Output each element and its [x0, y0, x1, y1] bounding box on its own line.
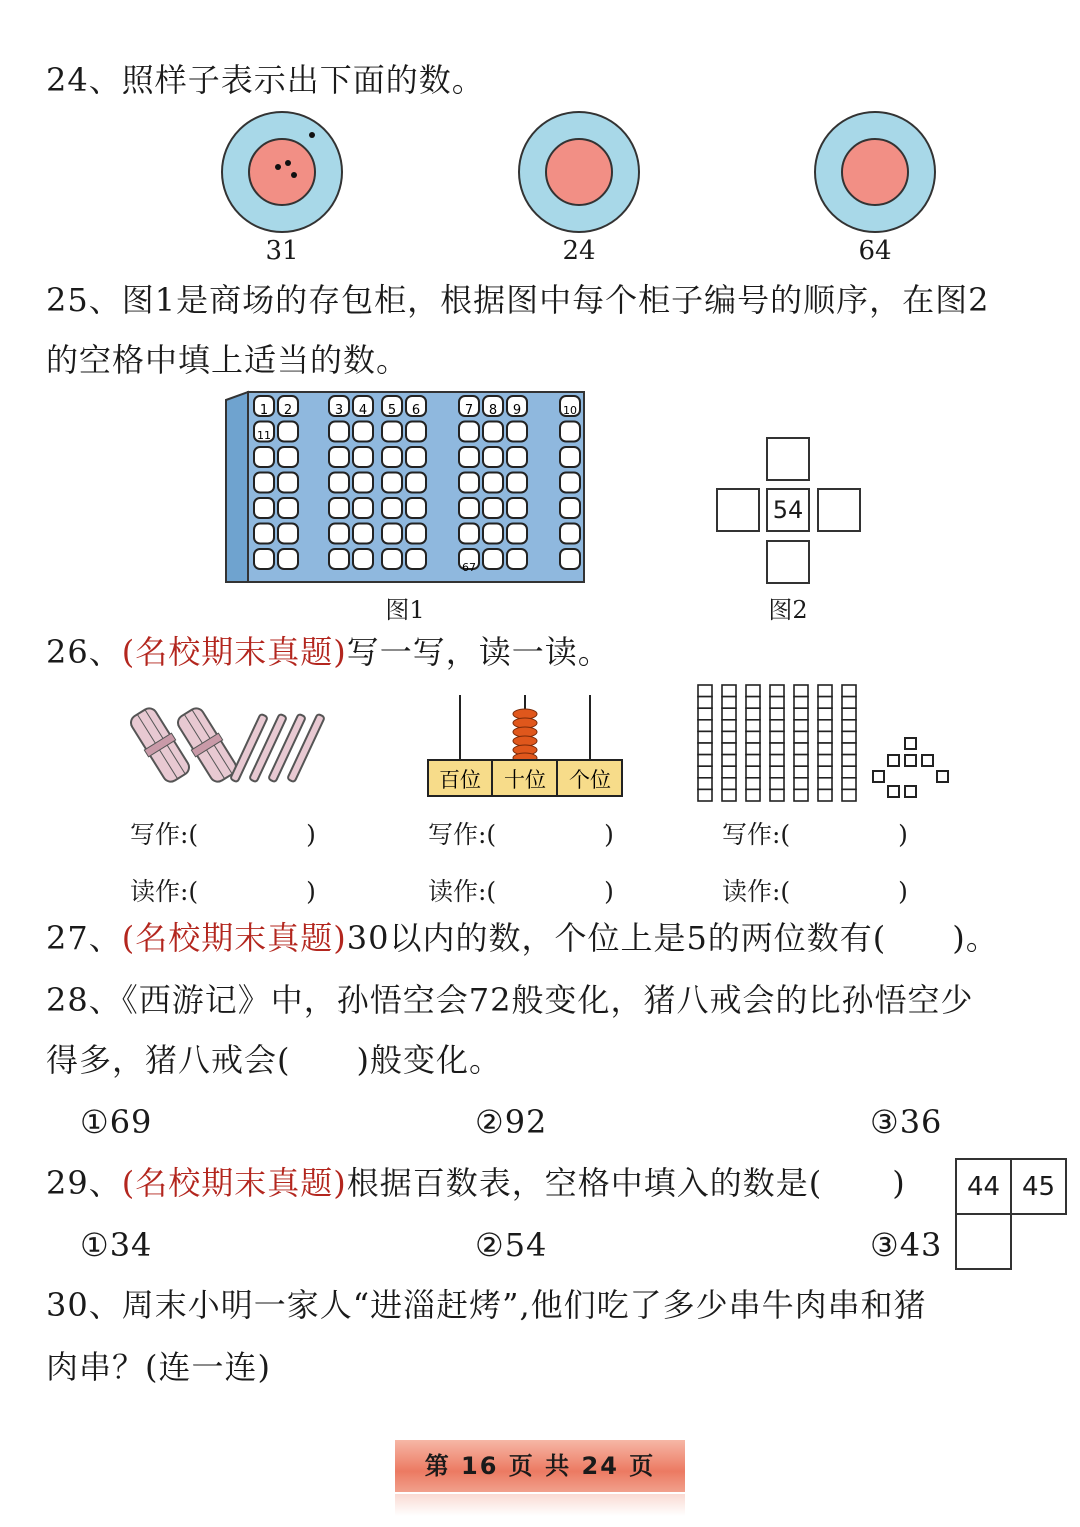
q28-line2: 得多，猪八戒会( )般变化。	[46, 1041, 502, 1079]
locker-cell	[459, 473, 479, 493]
read-close: )	[306, 877, 316, 906]
locker-cell	[353, 549, 373, 569]
locker-cell	[560, 473, 580, 493]
rod-unit	[722, 755, 736, 767]
locker-num-10: 10	[563, 404, 577, 417]
read-label: 读作:(	[428, 877, 497, 906]
rod-unit	[818, 766, 832, 778]
rod-unit	[770, 766, 784, 778]
locker-cell	[560, 422, 580, 442]
q30-line1: 30、周末小明一家人“进淄赶烤”,他们吃了多少串牛肉串和猪	[46, 1286, 927, 1324]
locker-cell	[459, 447, 479, 467]
single-sticks	[230, 714, 325, 783]
fig2-top-box[interactable]	[766, 437, 810, 481]
read-close: )	[898, 877, 908, 906]
stick-bundles-figure	[125, 700, 335, 790]
rod-unit	[770, 778, 784, 790]
q25-line2: 的空格中填上适当的数。	[46, 341, 410, 379]
rod-unit	[746, 685, 760, 697]
rod-unit	[698, 697, 712, 709]
locker-num-8: 8	[488, 403, 498, 418]
rod-unit	[794, 720, 808, 732]
locker-cell	[483, 447, 503, 467]
rod-unit	[794, 685, 808, 697]
q27-text	[46, 918, 999, 958]
q29-close: )	[892, 1164, 906, 1202]
locker-cell	[353, 447, 373, 467]
rod-unit	[770, 743, 784, 755]
rod-unit	[746, 720, 760, 732]
locker-cell	[507, 473, 527, 493]
rod-unit	[842, 743, 856, 755]
rod-unit	[794, 789, 808, 801]
rod-unit	[770, 731, 784, 743]
rod-unit	[818, 685, 832, 697]
q29-option-1[interactable]: ①34	[80, 1226, 153, 1264]
rod-unit	[698, 789, 712, 801]
locker-cell	[483, 422, 503, 442]
locker-cell	[560, 498, 580, 518]
locker-cell	[382, 422, 402, 442]
rod-unit	[698, 766, 712, 778]
hundred-chart-cell-45: 45	[1010, 1158, 1067, 1215]
locker-num-11: 11	[257, 429, 271, 442]
ten-rods	[698, 685, 856, 801]
write-close: )	[898, 820, 908, 849]
locker-cell	[329, 498, 349, 518]
rod-unit	[842, 720, 856, 732]
locker-cell	[353, 524, 373, 544]
read-row-3	[722, 872, 908, 908]
locker-cell	[406, 549, 426, 569]
rod-unit	[794, 778, 808, 790]
q27-num: 27、	[46, 919, 122, 957]
locker-cell	[278, 473, 298, 493]
abacus-label-hundreds: 百位	[439, 768, 481, 792]
target-31	[222, 112, 342, 232]
fig2-right-box[interactable]	[817, 488, 861, 532]
rod-unit	[842, 789, 856, 801]
page-number-banner: 第 16 页 共 24 页	[395, 1440, 685, 1492]
hundred-chart-cell-44: 44	[955, 1158, 1012, 1215]
rod-unit	[722, 708, 736, 720]
locker-cell	[560, 549, 580, 569]
q26-text	[46, 632, 611, 672]
locker-cell	[459, 422, 479, 442]
locker-cell	[254, 473, 274, 493]
fig2-bottom-box[interactable]	[766, 540, 810, 584]
rod-unit	[722, 720, 736, 732]
locker-cell	[254, 524, 274, 544]
rod-unit	[770, 685, 784, 697]
fig1-caption: 图1	[385, 596, 425, 624]
rod-unit	[770, 755, 784, 767]
rod-unit	[698, 720, 712, 732]
hundred-chart-blank-cell[interactable]	[955, 1213, 1012, 1270]
rod-unit	[698, 755, 712, 767]
locker-cell	[507, 422, 527, 442]
rod-unit	[722, 685, 736, 697]
rod-unit	[698, 743, 712, 755]
locker-cell	[406, 422, 426, 442]
q28-option-3[interactable]: ③36	[870, 1103, 943, 1141]
q29-text	[46, 1163, 906, 1203]
locker-cell	[406, 498, 426, 518]
q29-tag: (名校期末真题)	[121, 1164, 347, 1202]
rod-unit	[698, 708, 712, 720]
rod-unit	[722, 697, 736, 709]
q27-tag: (名校期末真题)	[121, 919, 347, 957]
abacus-label-tens: 十位	[504, 768, 546, 792]
locker-num-3: 3	[334, 403, 344, 418]
q28-option-1[interactable]: ①69	[80, 1103, 153, 1141]
rod-unit	[698, 685, 712, 697]
locker-cell	[382, 473, 402, 493]
locker-cell	[329, 422, 349, 442]
read-row-1	[130, 872, 316, 908]
write-row-1	[130, 815, 316, 851]
fig2-caption: 图2	[768, 596, 808, 624]
rod-unit	[818, 697, 832, 709]
rod-unit	[818, 789, 832, 801]
locker-cell	[483, 473, 503, 493]
rod-unit	[794, 697, 808, 709]
locker-cell	[353, 473, 373, 493]
rod-unit	[818, 778, 832, 790]
locker-num-6: 6	[411, 403, 421, 418]
locker-cell	[278, 498, 298, 518]
write-label: 写作:(	[722, 820, 791, 849]
locker-cell	[483, 549, 503, 569]
rod-unit	[770, 708, 784, 720]
locker-cell	[254, 498, 274, 518]
rod-unit	[794, 708, 808, 720]
locker-cell	[278, 447, 298, 467]
locker-num-1: 1	[259, 403, 269, 418]
rod-unit	[722, 789, 736, 801]
locker-cell	[353, 422, 373, 442]
locker-cell	[483, 524, 503, 544]
q25-line1: 25、图1是商场的存包柜，根据图中每个柜子编号的顺序，在图2	[46, 281, 990, 319]
rod-unit	[698, 778, 712, 790]
locker-cell	[329, 473, 349, 493]
read-close: )	[604, 877, 614, 906]
locker-cell	[254, 447, 274, 467]
rod-unit	[842, 778, 856, 790]
q27-body: 30以内的数，个位上是5的两位数有( )。	[346, 919, 999, 957]
locker-cell	[329, 524, 349, 544]
write-label: 写作:(	[428, 820, 497, 849]
rod-unit	[842, 708, 856, 720]
rod-unit	[818, 708, 832, 720]
rod-unit	[746, 778, 760, 790]
rod-unit	[746, 789, 760, 801]
rod-unit	[794, 755, 808, 767]
locker-num-9: 9	[512, 403, 522, 418]
rod-unit	[842, 731, 856, 743]
locker-cell	[483, 498, 503, 518]
locker-num-7: 7	[464, 403, 474, 418]
q24-text: 24、照样子表示出下面的数。	[46, 61, 485, 99]
q24-targets	[200, 105, 960, 240]
locker-cell	[382, 524, 402, 544]
write-row-3	[722, 815, 908, 851]
rod-unit	[722, 731, 736, 743]
label-64: 64	[858, 236, 892, 266]
q26-num: 26、	[46, 633, 122, 671]
locker-cell	[507, 549, 527, 569]
rod-unit	[746, 755, 760, 767]
locker-cell	[382, 447, 402, 467]
rod-unit	[818, 720, 832, 732]
unit-cubes	[873, 738, 948, 797]
locker-cell	[382, 549, 402, 569]
rod-unit	[722, 743, 736, 755]
locker-cell	[406, 447, 426, 467]
target-24	[519, 112, 639, 232]
locker-cell	[278, 524, 298, 544]
abacus-beads	[513, 709, 537, 763]
rod-unit	[770, 697, 784, 709]
locker-cell	[560, 447, 580, 467]
rod-unit	[746, 697, 760, 709]
write-close: )	[604, 820, 614, 849]
locker-cell	[382, 498, 402, 518]
rod-unit	[794, 743, 808, 755]
locker-cell	[507, 447, 527, 467]
q29-num: 29、	[46, 1164, 122, 1202]
locker-cell	[278, 549, 298, 569]
fig2-left-box[interactable]	[716, 488, 760, 532]
locker-cell	[406, 524, 426, 544]
locker-cell	[329, 447, 349, 467]
label-31: 31	[265, 236, 299, 266]
rod-unit	[818, 731, 832, 743]
abacus-label-ones: 个位	[569, 768, 611, 792]
read-label: 读作:(	[722, 877, 791, 906]
locker-num-67: 67	[462, 561, 476, 574]
rod-unit	[746, 731, 760, 743]
q30-line2: 肉串？(连一连)	[46, 1348, 271, 1386]
blocks-figure	[690, 680, 955, 805]
locker-num-5: 5	[387, 403, 397, 418]
q26-body: 写一写，读一读。	[346, 633, 611, 671]
rod-unit	[818, 755, 832, 767]
rod-unit	[722, 778, 736, 790]
banner-reflection	[395, 1494, 685, 1516]
rod-unit	[770, 789, 784, 801]
locker-cell	[353, 498, 373, 518]
q29-option-3[interactable]: ③43	[870, 1226, 943, 1264]
rod-unit	[842, 685, 856, 697]
locker-cell	[459, 498, 479, 518]
locker-cell	[560, 524, 580, 544]
rod-unit	[842, 755, 856, 767]
locker-cell	[406, 473, 426, 493]
write-label: 写作:(	[130, 820, 199, 849]
rod-unit	[746, 708, 760, 720]
rod-unit	[794, 731, 808, 743]
locker-cell	[278, 422, 298, 442]
write-row-2	[428, 815, 614, 851]
rod-unit	[722, 766, 736, 778]
target-64	[815, 112, 935, 232]
locker-cell	[329, 549, 349, 569]
locker-cell	[459, 524, 479, 544]
read-row-2	[428, 872, 614, 908]
locker-cell	[507, 524, 527, 544]
locker-figure	[222, 390, 592, 590]
locker-cell	[254, 549, 274, 569]
rod-unit	[698, 731, 712, 743]
rod-unit	[842, 766, 856, 778]
locker-cell	[507, 498, 527, 518]
rod-unit	[794, 766, 808, 778]
fig2-center-box: 54	[766, 488, 810, 532]
rod-unit	[770, 720, 784, 732]
abacus-figure	[425, 690, 625, 800]
locker-num-4: 4	[358, 403, 368, 418]
q28-option-2[interactable]: ②92	[475, 1103, 548, 1141]
read-label: 读作:(	[130, 877, 199, 906]
q29-option-2[interactable]: ②54	[475, 1226, 548, 1264]
rod-unit	[746, 743, 760, 755]
rod-unit	[842, 697, 856, 709]
q26-tag: (名校期末真题)	[121, 633, 347, 671]
q28-line1: 28、《西游记》中，孙悟空会72般变化，猪八戒会的比孙悟空少	[46, 981, 974, 1019]
write-close: )	[306, 820, 316, 849]
rod-unit	[746, 766, 760, 778]
locker-num-2: 2	[283, 403, 293, 418]
label-24: 24	[562, 236, 596, 266]
q29-body: 根据百数表，空格中填入的数是(	[346, 1164, 823, 1202]
rod-unit	[818, 743, 832, 755]
